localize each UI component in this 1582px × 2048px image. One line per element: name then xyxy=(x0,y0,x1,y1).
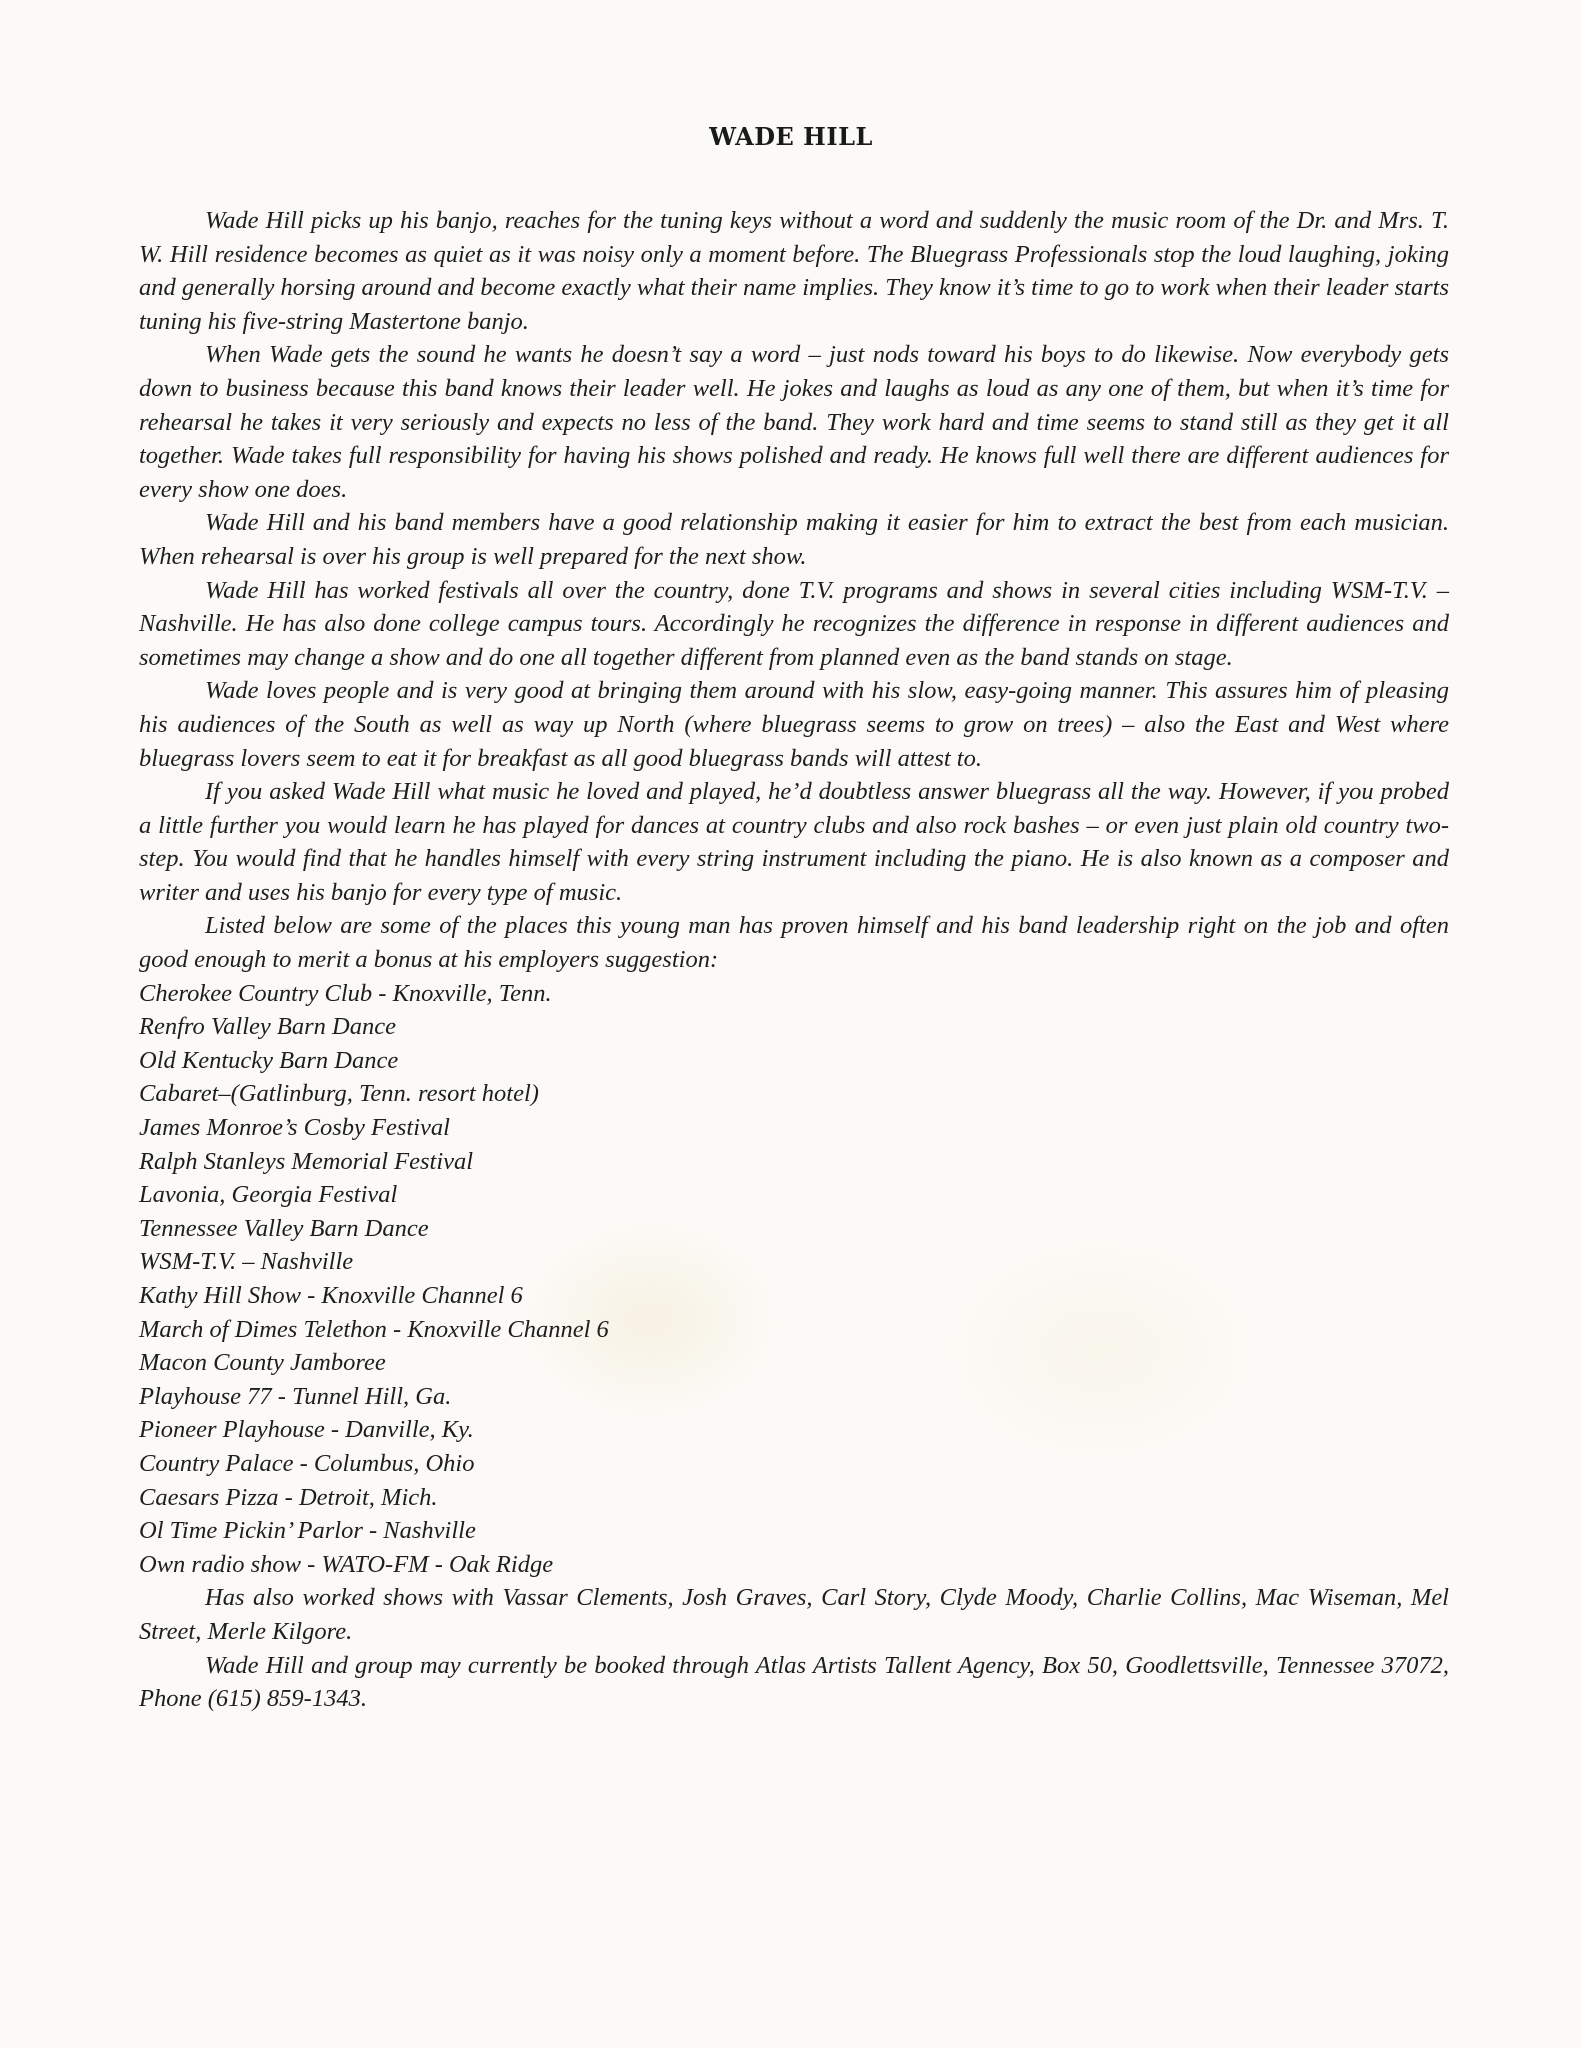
venue-list xyxy=(139,977,1449,1582)
venue-item: Ol Time Pickin’ Parlor - Nashville xyxy=(139,1517,476,1545)
venue-item: Cherokee Country Club - Knoxville, Tenn. xyxy=(139,979,552,1007)
paragraph-festivals: Wade Hill has worked festivals all over the country, done T.V. programs and shows in several cities including WSM-T.V. – Nashville. He has also done college campus tours. Accordingly he recognizes the difference in response in different audiences and sometimes may change a show and do one all together different from planned even as the band stands on stage. xyxy=(139,576,1449,671)
paragraph-audiences: Wade loves people and is very good at bringing them around with his slow, easy-going manner. This assures him of pleasing his audiences of the South as well as way up North (where bluegrass seems to grow on trees) – also the East and West where bluegrass lovers seem to eat it for breakfast as all good bluegrass bands will attest to. xyxy=(139,677,1449,772)
venue-item: James Monroe’s Cosby Festival xyxy=(139,1114,450,1142)
venue-item: Lavonia, Georgia Festival xyxy=(139,1181,398,1209)
paragraph-relationship: Wade Hill and his band members have a good relationship making it easier for him to extract the best from each musician. When rehearsal is over his group is well prepared for the next show. xyxy=(139,509,1449,570)
venue-item: Macon County Jamboree xyxy=(139,1349,386,1377)
venue-item: Old Kentucky Barn Dance xyxy=(139,1046,399,1074)
venue-item: Renfro Valley Barn Dance xyxy=(139,1013,396,1041)
paragraph-venues-intro: Listed below are some of the places this young man has proven himself and his band leadership right on the job and often good enough to merit a bonus at his employers suggestion: xyxy=(139,912,1449,974)
article-body xyxy=(139,204,1449,1716)
venue-item: Own radio show - WATO-FM - Oak Ridge xyxy=(139,1550,554,1578)
paragraph-rehearsal: When Wade gets the sound he wants he doesn’t say a word – just nods toward his boys to do likewise. Now everybody gets down to business because this band knows their leader well. He jokes and laughs as loud as any one of them, but when it’s time for rehearsal he takes it very seriously and expects no less of the band. They work hard and time seems to stand still as they get it all together. Wade takes full responsibility for having his shows polished and ready. He knows full well there are different audiences for every show one does. xyxy=(139,341,1449,503)
venue-item: Caesars Pizza - Detroit, Mich. xyxy=(139,1483,438,1511)
venue-item: Country Palace - Columbus, Ohio xyxy=(139,1449,475,1477)
paragraph-worked-with: Has also worked shows with Vassar Clements, Josh Graves, Carl Story, Clyde Moody, Charlie Collins, Mac Wiseman, Mel Street, Merle Kilgore. xyxy=(139,1584,1449,1645)
venue-item: Tennessee Valley Barn Dance xyxy=(139,1214,429,1242)
venue-item: Cabaret–(Gatlinburg, Tenn. resort hotel) xyxy=(139,1080,539,1108)
venue-item: Ralph Stanleys Memorial Festival xyxy=(139,1147,474,1175)
venue-item: March of Dimes Telethon - Knoxville Channel 6 xyxy=(139,1315,609,1343)
venue-item: Playhouse 77 - Tunnel Hill, Ga. xyxy=(139,1382,452,1410)
page-title: WADE HILL xyxy=(709,122,873,151)
venue-item: Pioneer Playhouse - Danville, Ky. xyxy=(139,1416,474,1444)
paragraph-music-styles: If you asked Wade Hill what music he loved and played, he’d doubtless answer bluegrass all the way. However, if you probed a little further you would learn he has played for dances at country clubs and also rock bashes – or even just plain old country two-step. You would find that he handles himself with every string instrument including the piano. He is also known as a composer and writer and uses his banjo for every type of music. xyxy=(139,778,1449,906)
paragraph-intro: Wade Hill picks up his banjo, reaches for the tuning keys without a word and suddenly the music room of the Dr. and Mrs. T. W. Hill residence becomes as quiet as it was noisy only a moment before. The Bluegrass Professionals stop the loud laughing, joking and generally horsing around and become exactly what their name implies. They know it’s time to go to work when their leader starts tuning his five-string Mastertone banjo. xyxy=(139,207,1449,335)
venue-item: Kathy Hill Show - Knoxville Channel 6 xyxy=(139,1282,523,1309)
venue-item: WSM-T.V. – Nashville xyxy=(139,1248,354,1276)
paragraph-booking: Wade Hill and group may currently be booked through Atlas Artists Tallent Agency, Box 50, Goodlettsville, Tennessee 37072, Phone (615) 859-1343. xyxy=(139,1651,1449,1713)
